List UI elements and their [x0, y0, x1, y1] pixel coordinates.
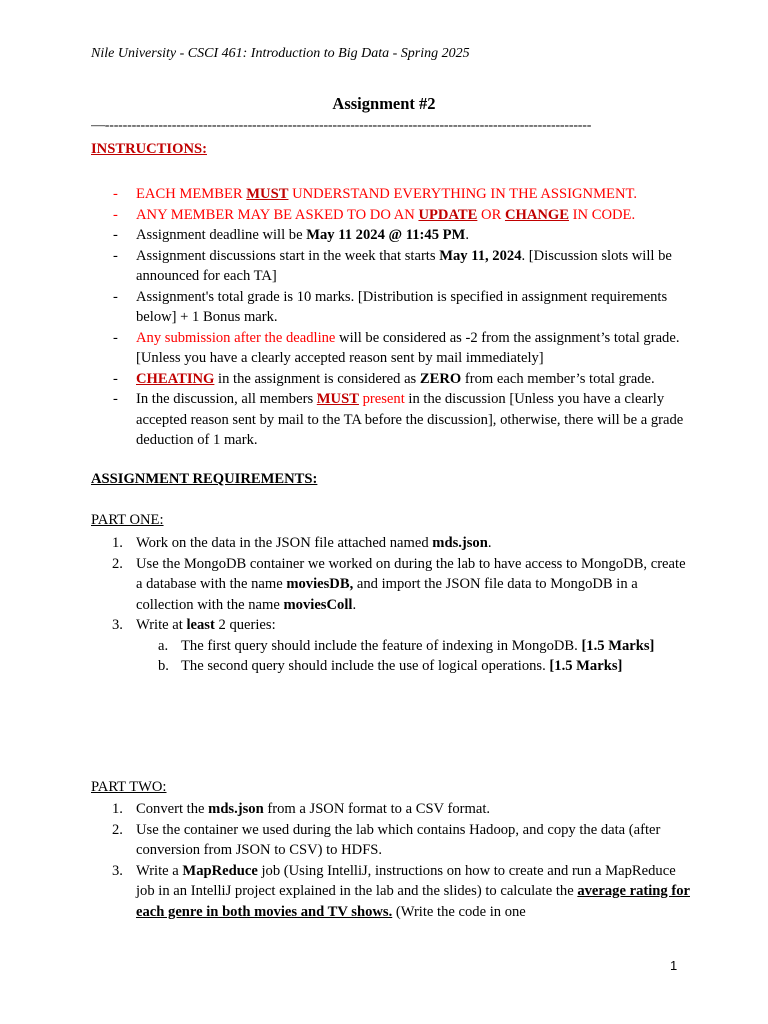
- instruction-item: - CHEATING in the assignment is considered as ZERO from each member’s total grade.: [113, 370, 655, 387]
- list-item: 1. Work on the data in the JSON file attached named mds.json.: [112, 535, 492, 551]
- part-one-sublist: [91, 636, 691, 677]
- assignment-title: Assignment #2: [332, 94, 436, 113]
- instruction-item: - EACH MEMBER MUST UNDERSTAND EVERYTHING IN THE ASSIGNMENT.: [113, 186, 637, 202]
- list-item: 1. Convert the mds.json from a JSON format to a CSV format.: [112, 801, 491, 817]
- instruction-item: - Assignment deadline will be May 11 2024 @ 11:45 PM.: [113, 227, 469, 243]
- requirements-heading: ASSIGNMENT REQUIREMENTS:: [91, 471, 318, 487]
- part-one-list: [91, 533, 691, 677]
- sub-list-item: b. The second query should include the use of logical operations. [1.5 Marks]: [158, 658, 623, 674]
- page-number: 1: [670, 958, 678, 973]
- instruction-item: - Assignment's total grade is 10 marks. [Distribution is specified in assignment requirements below] + 1 Bonus mark.: [113, 288, 668, 325]
- instruction-item: - ANY MEMBER MAY BE ASKED TO DO AN UPDATE OR CHANGE IN CODE.: [113, 206, 636, 223]
- instructions-list: [91, 184, 691, 451]
- list-item: 3. Write a MapReduce job (Using IntelliJ, instructions on how to create and run a MapReduce job in an IntelliJ project explained in the lab and the slides) to calculate the average rating for each genre in both movies and TV shows. (Write the code in one: [112, 862, 690, 920]
- list-item: 2. Use the MongoDB container we worked on during the lab to have access to MongoDB, create a database with the name moviesDB, and import the JSON file data to MongoDB in a collection with the name moviesColl.: [112, 555, 686, 613]
- instructions-heading: INSTRUCTIONS:: [91, 141, 207, 157]
- title-rule: —-------------------------------------------------------------------------------------------------------------: [91, 119, 592, 133]
- page-header: Nile University - CSCI 461: Introduction to Big Data - Spring 2025: [91, 46, 470, 61]
- instruction-item: - Any submission after the deadline will be considered as -2 from the assignment’s total grade. [Unless you have a clearly accepted reason sent by mail immediately]: [113, 329, 680, 366]
- part-two-list: [91, 799, 691, 922]
- list-item: 3. Write at least 2 queries:: [112, 617, 276, 633]
- part-one-heading: PART ONE:: [91, 512, 164, 528]
- list-item: 2. Use the container we used during the lab which contains Hadoop, and copy the data (after conversion from JSON to CSV) to HDFS.: [112, 821, 661, 858]
- instruction-item: - In the discussion, all members MUST present in the discussion [Unless you have a clearly accepted reason sent by mail to the TA before the discussion], otherwise, there will be a grade deduction of 1 mark.: [113, 391, 684, 448]
- sub-list-item: a. The first query should include the feature of indexing in MongoDB. [1.5 Marks]: [158, 637, 655, 654]
- instruction-item: - Assignment discussions start in the week that starts May 11, 2024. [Discussion slots will be announced for each TA]: [113, 247, 672, 284]
- part-two-heading: PART TWO:: [91, 779, 167, 795]
